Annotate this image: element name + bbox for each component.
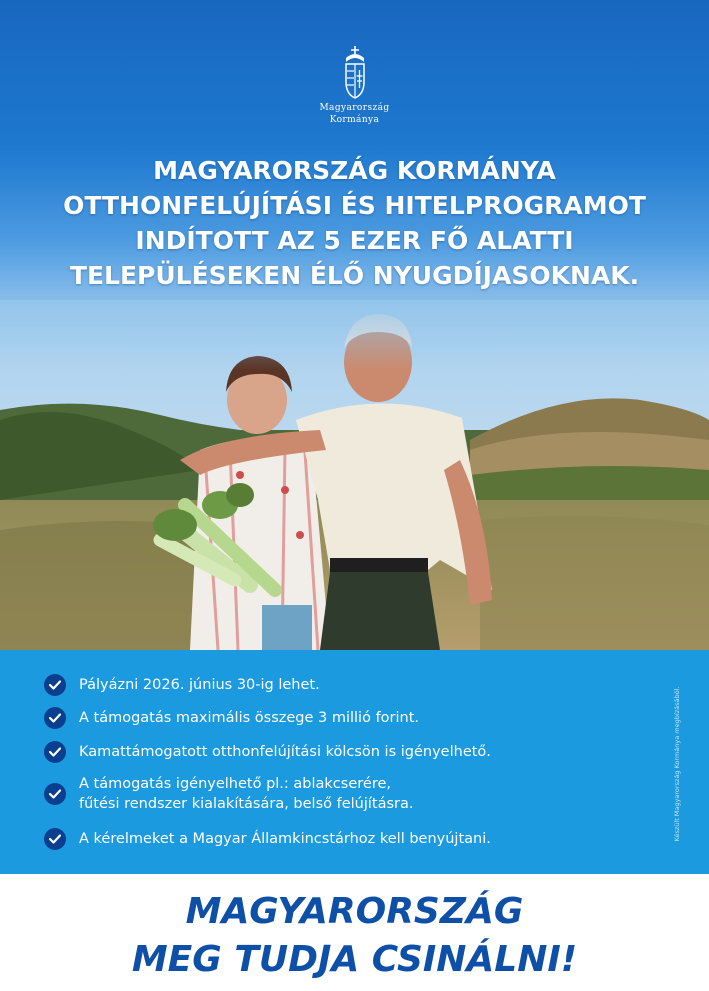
government-logo-text — [0, 102, 709, 126]
bullet-item — [44, 707, 419, 729]
checkmark-icon — [44, 783, 66, 805]
bullet-text: A támogatás maximális összege 3 millió forint. — [79, 710, 420, 726]
credit-note: Készült Magyarország Kormánya megbízásából. — [673, 686, 681, 842]
slogan-line: MEG TUDJA CSINÁLNI! — [131, 939, 578, 980]
headline — [0, 153, 709, 293]
checkmark-icon — [44, 674, 66, 696]
headline-line: TELEPÜLÉSEKEN ÉLŐ NYUGDÍJASOKNAK. — [69, 261, 640, 290]
gov-line-2: Kormánya — [329, 115, 380, 125]
bullet-item — [44, 674, 320, 696]
headline-line: INDÍTOTT AZ 5 EZER FŐ ALATTI — [135, 226, 574, 255]
checkmark-icon — [44, 707, 66, 729]
header-band — [0, 0, 709, 330]
bullet-item — [44, 828, 491, 850]
checkmark-icon — [44, 741, 66, 763]
bullet-text: A kérelmeket a Magyar Államkincstárhoz kell benyújtani. — [79, 831, 491, 847]
coat-of-arms-icon — [343, 44, 367, 100]
checkmark-icon — [44, 828, 66, 850]
bullet-text-line: A támogatás igényelhető pl.: ablakcserére, — [79, 776, 391, 792]
slogan — [0, 888, 709, 984]
info-panel — [0, 650, 709, 874]
bullet-text: Pályázni 2026. június 30-ig lehet. — [79, 677, 320, 693]
bullet-text-line: fűtési rendszer kialakítására, belső felújításra. — [79, 796, 414, 812]
photo-elderly-couple — [0, 300, 709, 650]
headline-line: MAGYARORSZÁG KORMÁNYA — [153, 156, 556, 185]
bullet-item — [44, 774, 414, 814]
bullet-text — [79, 774, 414, 814]
bullet-text: Kamattámogatott otthonfelújítási kölcsön is igényelhető. — [79, 744, 491, 760]
bullet-item — [44, 741, 491, 763]
gov-line-1: Magyarország — [319, 103, 390, 113]
headline-line: OTTHONFELÚJÍTÁSI ÉS HITELPROGRAMOT — [63, 191, 646, 220]
slogan-line: MAGYARORSZÁG — [185, 891, 524, 932]
